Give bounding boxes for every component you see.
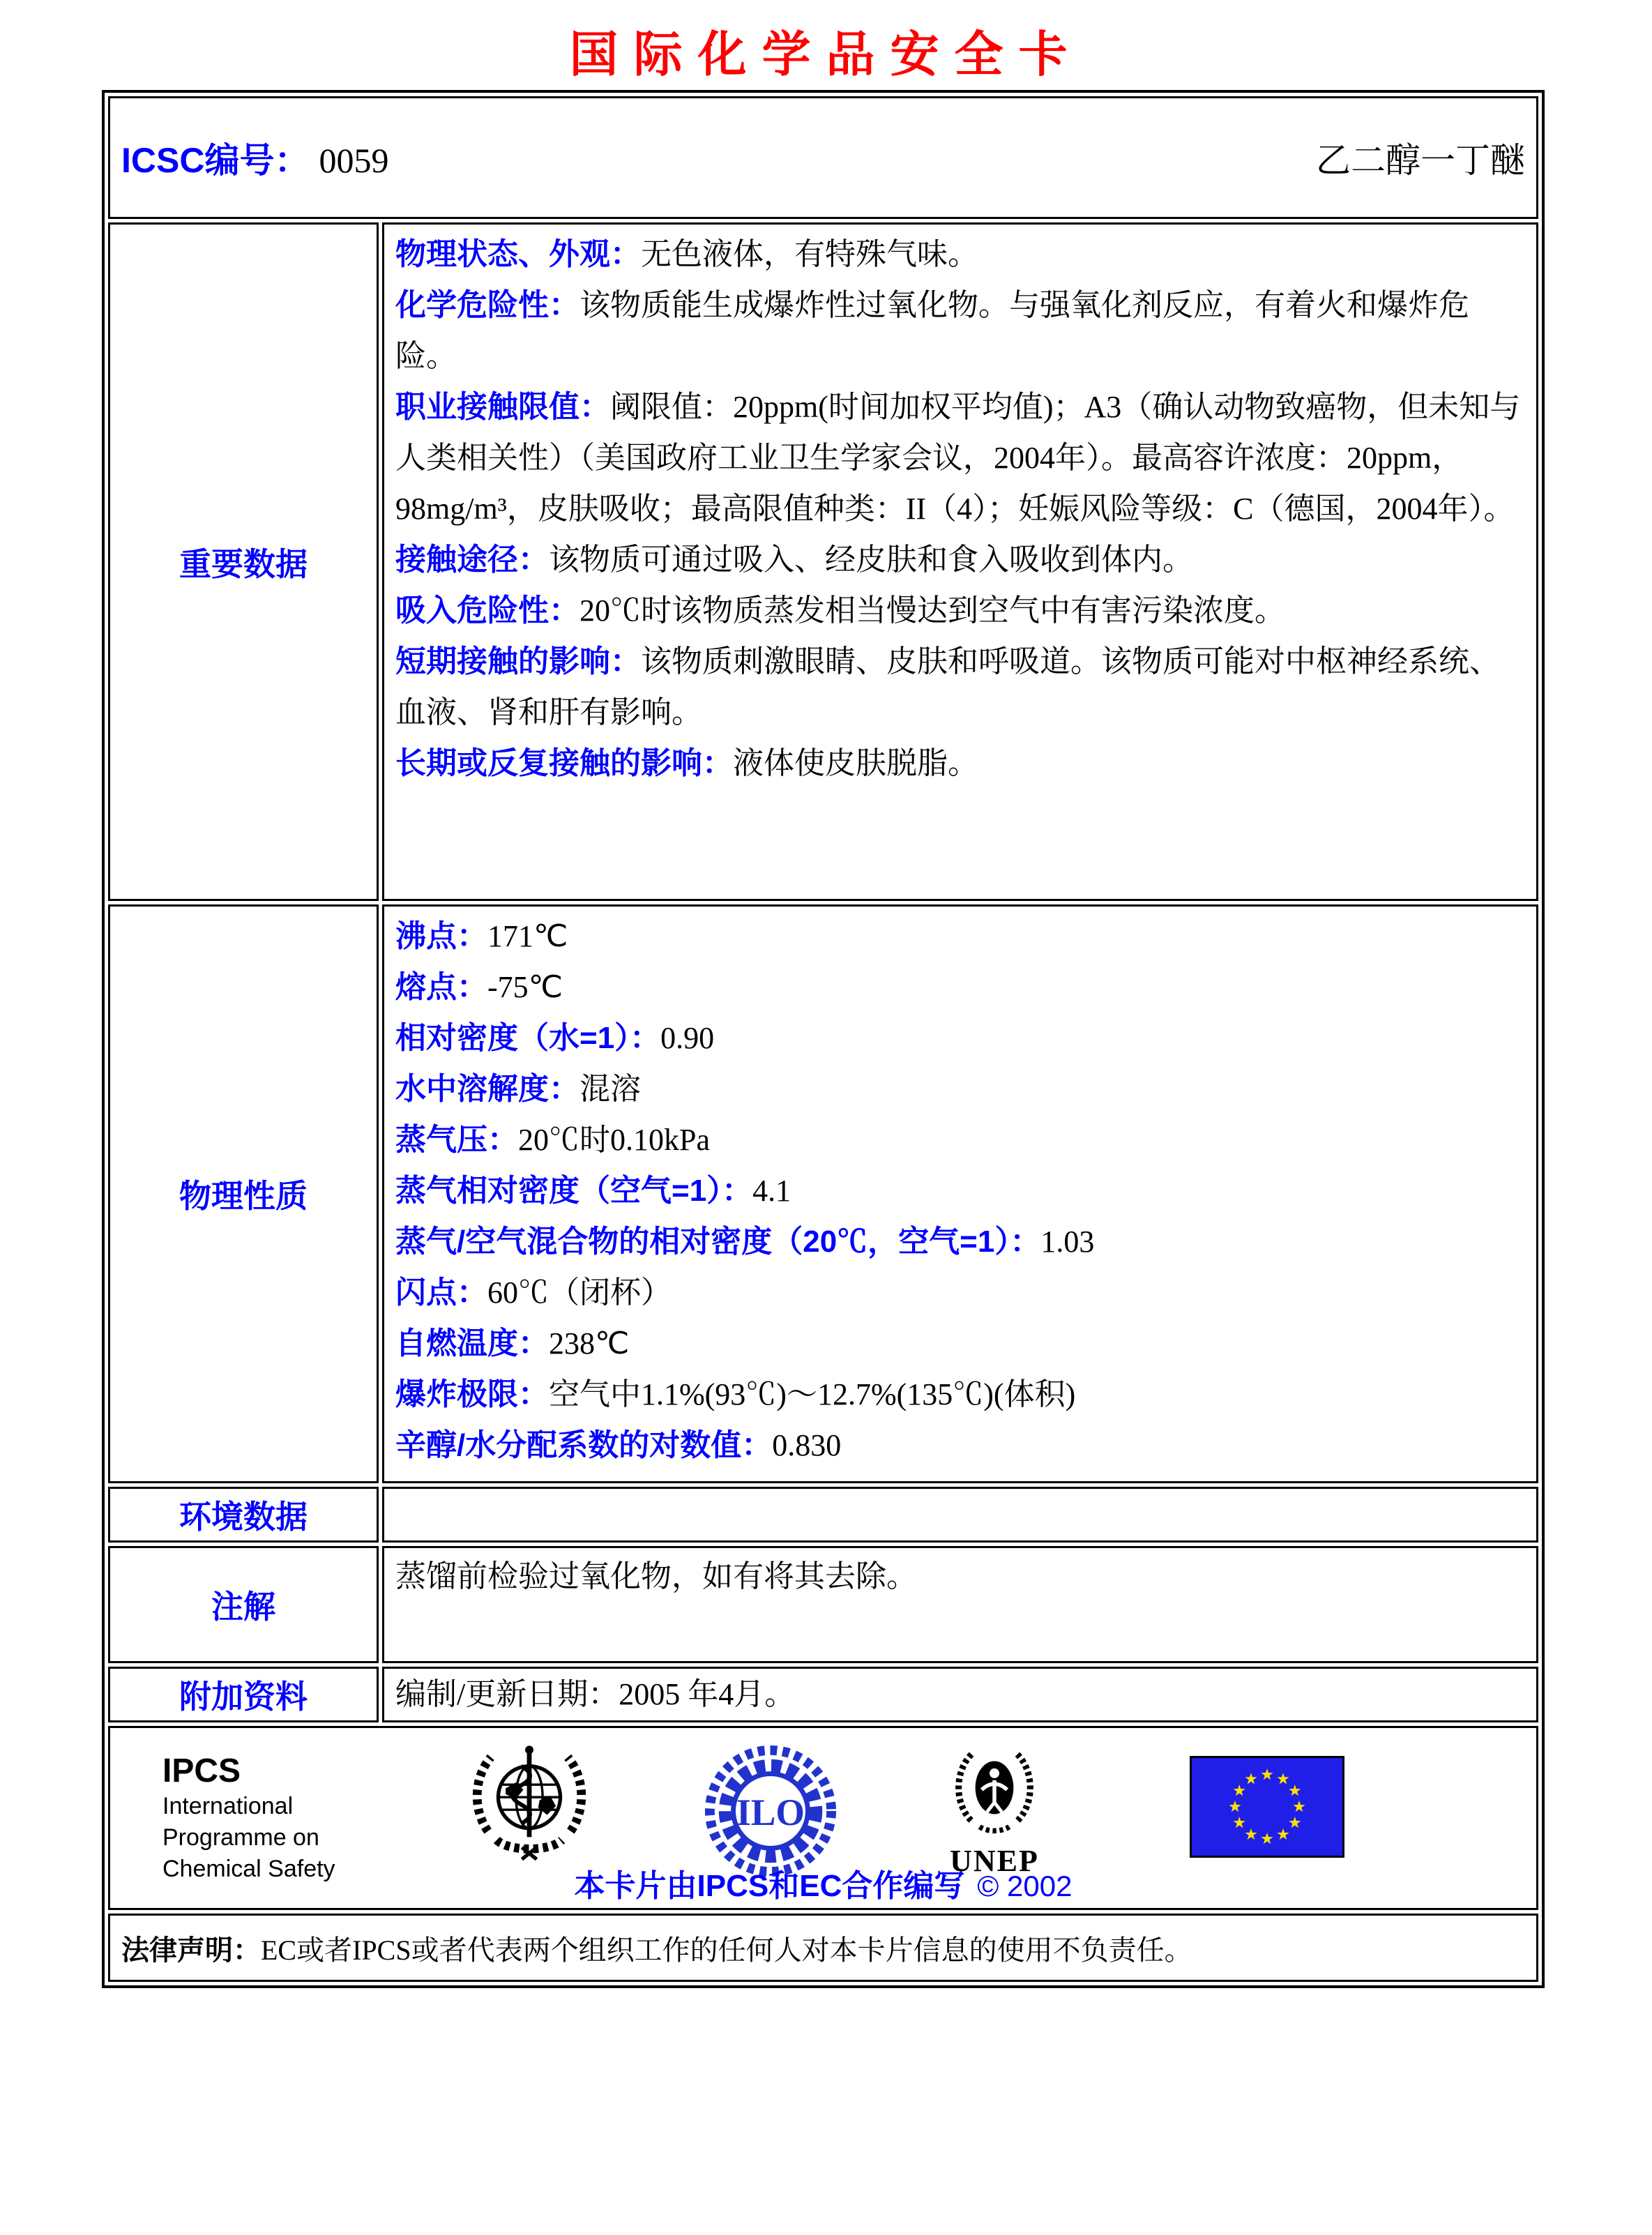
field-label: 长期或反复接触的影响： bbox=[395, 746, 733, 780]
important-data-item bbox=[395, 229, 1525, 280]
important-data-content bbox=[382, 222, 1538, 901]
important-data-item bbox=[395, 585, 1525, 636]
ipcs-title: IPCS bbox=[162, 1752, 241, 1789]
eu-flag-icon bbox=[1190, 1756, 1344, 1861]
notes-row bbox=[108, 1546, 1538, 1663]
ipcs-subtitle-line: Programme on bbox=[162, 1824, 319, 1851]
field-label: 蒸气相对密度（空气=1）： bbox=[395, 1174, 753, 1208]
field-value: 20℃时该物质蒸发相当慢达到空气中有害污染浓度。 bbox=[579, 593, 1285, 628]
environmental-data-content bbox=[382, 1487, 1538, 1543]
physical-property-item bbox=[395, 1369, 1525, 1420]
unep-logo-block bbox=[941, 1738, 1047, 1879]
physical-property-item bbox=[395, 962, 1525, 1013]
field-value: 0.830 bbox=[772, 1428, 842, 1462]
logos-row bbox=[108, 1726, 1538, 1910]
field-value: 液体使皮肤脱脂。 bbox=[733, 746, 978, 780]
logos-cell bbox=[108, 1726, 1538, 1910]
legal-row bbox=[108, 1914, 1538, 1982]
unep-label: UNEP bbox=[950, 1844, 1039, 1878]
row-label-physical-properties: 物理性质 bbox=[108, 904, 379, 1483]
physical-properties-content bbox=[382, 904, 1538, 1483]
field-label: 爆炸极限： bbox=[395, 1377, 549, 1411]
physical-property-item bbox=[395, 1318, 1525, 1369]
physical-property-item bbox=[395, 1165, 1525, 1216]
legal-cell bbox=[108, 1914, 1538, 1982]
field-value: 4.1 bbox=[752, 1174, 791, 1208]
field-value: 该物质可通过吸入、经皮肤和食入吸收到体内。 bbox=[549, 543, 1193, 577]
field-label: 蒸气压： bbox=[395, 1123, 518, 1157]
additional-info-content: 编制/更新日期：2005 年4月。 bbox=[382, 1667, 1538, 1722]
row-label-additional-info: 附加资料 bbox=[108, 1667, 379, 1722]
field-label: 物理状态、外观： bbox=[395, 237, 641, 271]
physical-property-item bbox=[395, 1114, 1525, 1165]
footer-caption: 本卡片由IPCS和EC合作编写 bbox=[574, 1869, 965, 1903]
field-value: 238℃ bbox=[549, 1326, 630, 1361]
field-value: 171℃ bbox=[487, 919, 568, 953]
field-value: 空气中1.1%(93℃)～12.7%(135℃)(体积) bbox=[549, 1377, 1076, 1411]
row-label-notes: 注解 bbox=[108, 1546, 379, 1663]
ipcs-subtitle-line: International bbox=[162, 1793, 294, 1819]
field-value: 1.03 bbox=[1040, 1225, 1095, 1259]
environmental-data-row bbox=[108, 1487, 1538, 1543]
physical-property-item bbox=[395, 911, 1525, 962]
row-label-important-data: 重要数据 bbox=[108, 222, 379, 901]
safety-card-table bbox=[102, 90, 1545, 1988]
field-label: 水中溶解度： bbox=[395, 1072, 579, 1106]
field-value: 无色液体，有特殊气味。 bbox=[641, 237, 978, 271]
header-row bbox=[108, 96, 1538, 219]
physical-property-item bbox=[395, 1063, 1525, 1114]
field-value: 该物质能生成爆炸性过氧化物。与强氧化剂反应，有着火和爆炸危险。 bbox=[395, 288, 1469, 373]
field-value: 0.90 bbox=[660, 1021, 715, 1055]
field-label: 熔点： bbox=[395, 970, 487, 1004]
icsc-number-value: 0059 bbox=[319, 141, 389, 180]
field-label: 吸入危险性： bbox=[395, 593, 579, 628]
ilo-letters: ILO bbox=[736, 1791, 805, 1833]
field-label: 短期接触的影响： bbox=[395, 644, 641, 679]
field-value: 混溶 bbox=[579, 1072, 641, 1106]
field-label: 化学危险性： bbox=[395, 288, 579, 322]
header-cell bbox=[108, 96, 1538, 219]
physical-properties-row bbox=[108, 904, 1538, 1483]
important-data-row bbox=[108, 222, 1538, 901]
icsc-number-label: ICSC编号： bbox=[121, 141, 310, 180]
notes-content: 蒸馏前检验过氧化物，如有将其去除。 bbox=[382, 1546, 1538, 1663]
physical-property-item bbox=[395, 1267, 1525, 1318]
ipcs-subtitle-line: Chemical Safety bbox=[162, 1856, 335, 1882]
additional-info-row bbox=[108, 1667, 1538, 1722]
important-data-item bbox=[395, 738, 1525, 789]
field-value: 20℃时0.10kPa bbox=[518, 1123, 710, 1157]
field-value: 阈限值：20ppm(时间加权平均值)；A3（确认动物致癌物，但未知与人类相关性）（美国政府工业卫生学家会议，2004年）。最高容许浓度：20ppm，98mg/m³，皮肤吸收；最高限值种类：II（4）；妊娠风险等级：C（德国，2004年）。 bbox=[395, 390, 1521, 526]
field-label: 相对密度（水=1）： bbox=[395, 1021, 661, 1055]
field-label: 沸点： bbox=[395, 919, 487, 953]
field-value: -75℃ bbox=[487, 970, 563, 1004]
icsc-number bbox=[121, 132, 388, 183]
page-title: 国际化学品安全卡 bbox=[569, 29, 1083, 82]
chemical-name: 乙二醇一丁醚 bbox=[1316, 141, 1525, 180]
row-label-environmental-data: 环境数据 bbox=[108, 1487, 379, 1543]
field-label: 职业接触限值： bbox=[395, 390, 610, 424]
field-label: 蒸气/空气混合物的相对密度（20℃，空气=1）： bbox=[395, 1225, 1041, 1259]
important-data-item bbox=[395, 636, 1525, 738]
footer-caption-line bbox=[110, 1861, 1536, 1905]
field-label: 自燃温度： bbox=[395, 1326, 549, 1361]
important-data-item bbox=[395, 381, 1525, 534]
legal-notice-label: 法律声明： bbox=[121, 1934, 261, 1966]
field-label: 闪点： bbox=[395, 1275, 487, 1310]
field-value: 60℃（闭杯） bbox=[487, 1275, 672, 1310]
field-label: 接触途径： bbox=[395, 543, 549, 577]
physical-property-item bbox=[395, 1216, 1525, 1267]
legal-notice-text: EC或者IPCS或者代表两个组织工作的任何人对本卡片信息的使用不负责任。 bbox=[261, 1934, 1192, 1966]
footer-copyright: © 2002 bbox=[977, 1870, 1073, 1902]
physical-property-item bbox=[395, 1420, 1525, 1471]
field-label: 辛醇/水分配系数的对数值： bbox=[395, 1428, 773, 1462]
important-data-item bbox=[395, 534, 1525, 585]
physical-property-item bbox=[395, 1013, 1525, 1063]
field-value: 该物质刺激眼睛、皮肤和呼吸道。该物质可能对中枢神经系统、血液、肾和肝有影响。 bbox=[395, 644, 1500, 729]
important-data-item bbox=[395, 280, 1525, 381]
